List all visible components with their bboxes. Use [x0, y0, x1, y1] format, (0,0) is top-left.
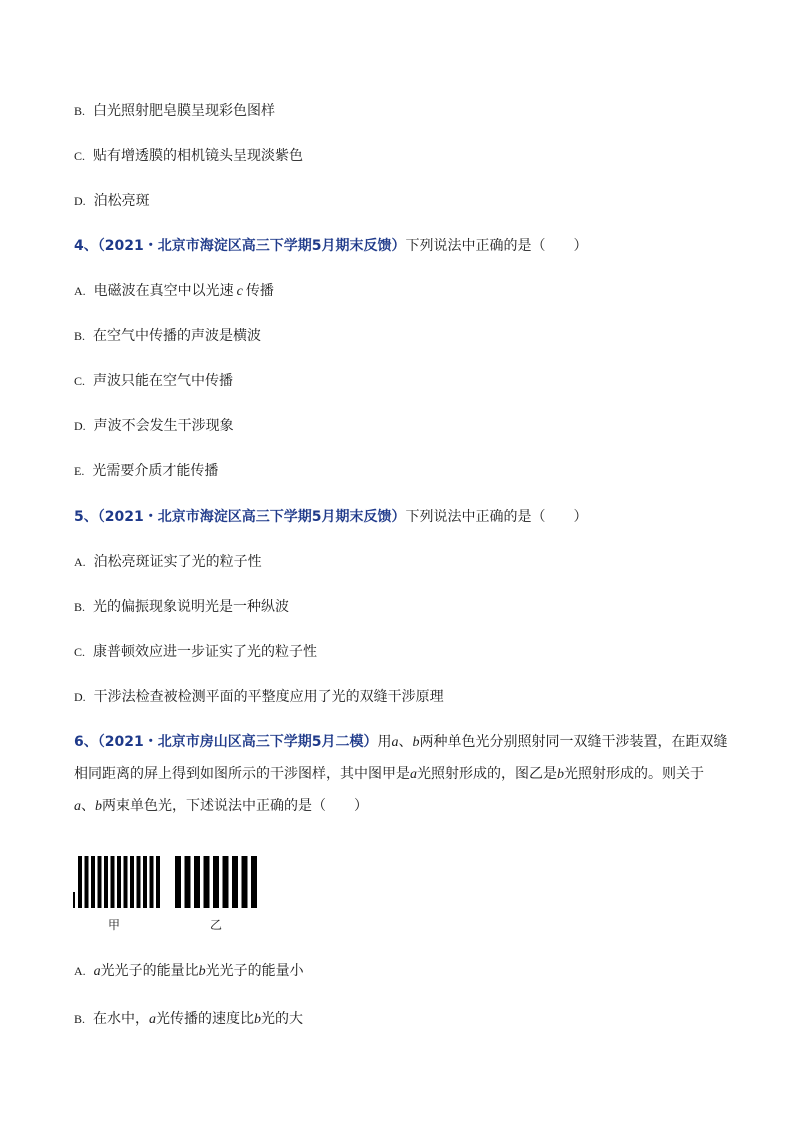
option-letter: C.	[74, 645, 86, 659]
q5-heading	[74, 508, 587, 526]
option-text: 干涉法检查被检测平面的平整度应用了光的双缝干涉原理	[93, 689, 444, 705]
jia-fringe-bar	[85, 856, 89, 908]
option-letter: C.	[74, 374, 86, 388]
jia-fringe-bar	[137, 856, 141, 908]
jia-fringe-bar	[117, 856, 121, 908]
jia-fringe-bar	[98, 856, 102, 908]
option-text: 在空气中传播的声波是横波	[93, 328, 262, 344]
jia-edge-mark	[73, 892, 75, 908]
q4-option-c	[74, 372, 233, 390]
option-text: 声波不会发生干涉现象	[93, 418, 234, 434]
jia-fringe-bar	[143, 856, 147, 908]
question-stem: 、	[81, 798, 95, 814]
option-letter: D.	[74, 690, 86, 704]
q6-stem-line2	[74, 765, 704, 784]
variable-a: a	[391, 735, 399, 750]
question-source: （2021・北京市海淀区高三下学期5月期末反馈）	[97, 238, 406, 254]
variable-a: a	[74, 799, 81, 814]
yi-fringe-bar	[213, 856, 219, 908]
interference-patterns	[72, 850, 272, 920]
option-letter: E.	[74, 464, 85, 478]
option-text: 泊松亮斑证实了光的粒子性	[93, 554, 262, 570]
question-stem: 下列说法中正确的是（ ）	[405, 238, 588, 254]
jia-fringe-bar	[91, 856, 95, 908]
option-text: 光光子的能量小	[205, 963, 304, 979]
option-text: 白光照射肥皂膜呈现彩色图样	[93, 103, 276, 119]
jia-fringe-bar	[150, 856, 154, 908]
variable-a: a	[149, 1012, 157, 1027]
yi-fringe-bar	[185, 856, 191, 908]
question-stem: 两束单色光，下述说法中正确的是（ ）	[102, 798, 368, 814]
yi-fringe-bar	[194, 856, 200, 908]
question-stem: 、	[398, 734, 413, 750]
jia-fringe-bar	[111, 856, 115, 908]
variable-a: a	[410, 767, 417, 782]
option-letter: A.	[74, 964, 86, 978]
option-text: 传播	[245, 283, 274, 299]
option-text: 电磁波在真空中以光速	[93, 283, 234, 299]
option-text: 贴有增透膜的相机镜头呈现淡紫色	[93, 148, 304, 164]
option-letter: B.	[74, 1012, 86, 1026]
variable-b: b	[198, 964, 206, 979]
option-letter: D.	[74, 419, 86, 433]
yi-fringe-bar	[204, 856, 210, 908]
question-stem: 相同距离的屏上得到如图所示的干涉图样，其中图甲是	[74, 766, 410, 782]
q4-heading	[74, 237, 587, 255]
q3-option-b	[74, 102, 275, 120]
variable-c: c	[236, 284, 243, 299]
q3-option-d	[74, 192, 150, 210]
option-text: 光需要介质才能传播	[92, 463, 219, 479]
q4-option-a	[74, 282, 274, 301]
yi-fringe-bar	[232, 856, 238, 908]
option-text: 光传播的速度比	[156, 1011, 255, 1027]
q5-option-a	[74, 553, 262, 571]
variable-b: b	[557, 767, 564, 782]
option-text: 康普顿效应进一步证实了光的粒子性	[93, 644, 318, 660]
option-text: 光的偏振现象说明光是一种纵波	[93, 599, 290, 615]
question-stem: 用	[377, 734, 392, 750]
option-letter: B.	[74, 329, 86, 343]
q6-option-b	[74, 1010, 303, 1029]
question-number: 5、	[74, 509, 98, 525]
question-stem: 光照射形成的，图乙是	[417, 766, 557, 782]
option-text: 光的大	[261, 1011, 304, 1027]
option-letter: B.	[74, 600, 86, 614]
option-letter: A.	[74, 555, 86, 569]
figure-label-jia: 甲	[108, 918, 121, 932]
q4-option-e	[74, 462, 218, 480]
option-text: 声波只能在空气中传播	[93, 373, 234, 389]
option-letter: C.	[74, 149, 86, 163]
variable-b: b	[254, 1012, 262, 1027]
question-source: （2021・北京市房山区高三下学期5月二模）	[97, 734, 378, 750]
question-source: （2021・北京市海淀区高三下学期5月期末反馈）	[97, 509, 406, 525]
q5-option-b	[74, 598, 289, 616]
jia-fringe-bar	[156, 856, 160, 908]
yi-fringe-bar	[242, 856, 248, 908]
option-letter: A.	[74, 284, 86, 298]
fringe-pattern-jia	[78, 856, 160, 908]
q3-option-c	[74, 147, 303, 165]
yi-fringe-bar	[223, 856, 229, 908]
q6-heading	[74, 733, 727, 752]
q6-stem-line3	[74, 797, 368, 816]
option-letter: D.	[74, 194, 86, 208]
option-text: 泊松亮斑	[93, 193, 150, 209]
q4-option-b	[74, 327, 261, 345]
fringe-pattern-yi	[175, 856, 257, 908]
jia-fringe-bar	[130, 856, 134, 908]
variable-b: b	[95, 799, 102, 814]
question-stem: 两种单色光分别照射同一双缝干涉装置，在距双缝	[419, 734, 728, 750]
interference-figure	[72, 850, 272, 940]
figure-label-yi: 乙	[210, 918, 223, 932]
variable-a: a	[93, 964, 101, 979]
question-number: 6、	[74, 734, 98, 750]
option-text: 光光子的能量比	[100, 963, 199, 979]
q5-option-d	[74, 688, 444, 706]
variable-b: b	[412, 735, 420, 750]
jia-fringe-bar	[78, 856, 82, 908]
yi-fringe-bar	[251, 856, 257, 908]
q6-option-a	[74, 962, 304, 981]
jia-fringe-bar	[104, 856, 108, 908]
question-stem: 下列说法中正确的是（ ）	[405, 509, 588, 525]
q4-option-d	[74, 417, 234, 435]
jia-fringe-bar	[124, 856, 128, 908]
question-number: 4、	[74, 238, 98, 254]
option-letter: B.	[74, 104, 86, 118]
q5-option-c	[74, 643, 317, 661]
question-stem: 光照射形成的。则关于	[564, 766, 704, 782]
yi-fringe-bar	[175, 856, 181, 908]
option-text: 在水中，	[93, 1011, 150, 1027]
